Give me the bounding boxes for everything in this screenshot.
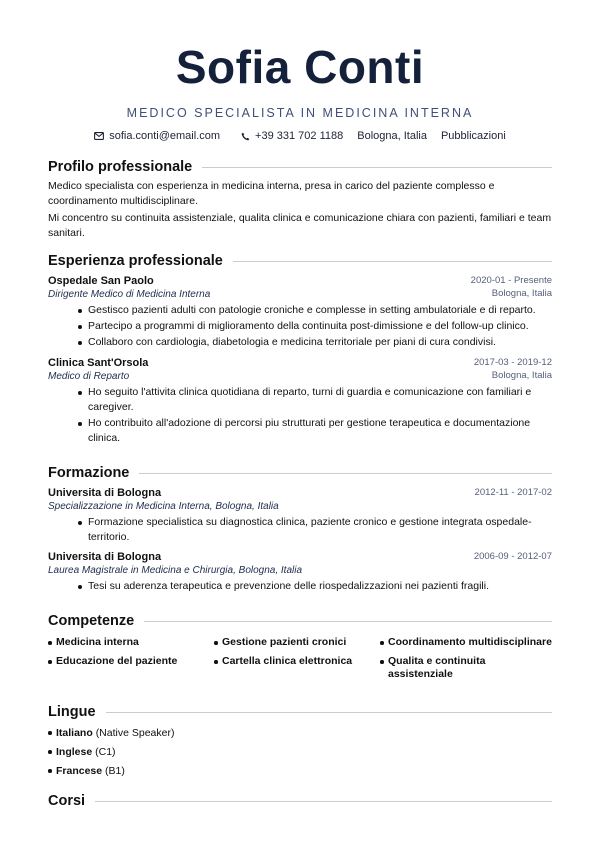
entry-bullets [48,303,552,350]
section-divider [144,621,552,622]
envelope-icon [94,132,104,140]
section-header [48,792,552,810]
contact-phone[interactable] [241,127,343,145]
section-header [48,703,552,721]
courses-section [48,792,552,810]
language-level: (B1) [105,765,125,777]
entry-meta [475,486,552,499]
languages-list [48,726,552,778]
section-title: Competenze [48,613,135,629]
profile-paragraph: Mi concentro su continuita assistenziale, qualita clinica e comunicazione chiara con pazienti, familiari e team sanitari. [48,212,552,239]
education-section [48,464,552,595]
section-title: Corsi [48,793,86,809]
entry-bullets [48,515,552,545]
entry-dates: 2012-11 - 2017-02 [474,487,552,498]
entry-dates: 2017-03 - 2019-12 [473,357,552,368]
entry-meta [474,550,552,563]
bullet-item: Formazione specialistica su diagnostica clinica, paziente cronico e gestione integrata ospedale-territorio. [78,515,552,545]
education-entry [48,486,552,545]
skill-item: Coordinamento multidisciplinare [380,636,552,649]
section-divider [202,167,552,168]
section-divider [106,712,552,713]
entry-meta [471,274,552,300]
contact-location: Bologna, Italia [357,130,427,142]
publications-link[interactable]: Pubblicazioni [440,130,506,142]
language-name: Italiano [56,727,93,739]
entry-organization: Universita di Bologna [48,487,162,499]
section-title: Lingue [48,704,96,720]
entry-organization: Universita di Bologna [48,551,162,563]
skill-item: Medicina interna [48,636,214,649]
candidate-name: Sofia Conti [175,41,425,93]
entry-bullets [48,579,552,594]
bullet-item: Partecipo a programmi di miglioramento della continuita post-dimissione e del follow-up clinico. [78,319,552,334]
education-entry [48,550,552,594]
bullet-item: Ho contribuito all'adozione di percorsi piu strutturati per gestione terapeutica e documentazione clinica. [78,416,552,446]
entry-organization: Clinica Sant'Orsola [48,357,149,369]
section-divider [139,473,552,474]
entry-dates: 2020-01 - Presente [470,275,552,286]
skill-item: Cartella clinica elettronica [214,655,380,681]
bullet-item: Gestisco pazienti adulti con patologie croniche e complesse in setting ambulatoriale e di reparto. [78,303,552,318]
section-title: Esperienza professionale [48,253,223,269]
section-title: Formazione [48,465,130,481]
experience-entry [48,356,552,446]
section-header [48,252,552,270]
entry-role: Dirigente Medico di Medicina Interna [48,289,211,300]
experience-section [48,252,552,447]
entry-bullets [48,385,552,446]
entry-degree: Laurea Magistrale in Medicina e Chirurgia, Bologna, Italia [48,565,303,576]
section-title: Profilo professionale [48,159,193,175]
skills-grid [48,636,552,681]
language-level: (C1) [95,746,116,758]
candidate-title: MEDICO SPECIALISTA IN MEDICINA INTERNA [126,106,474,120]
entry-dates: 2006-09 - 2012-07 [473,551,552,562]
bullet-item: Tesi su aderenza terapeutica e prevenzione delle riospedalizzazioni nei pazienti fragili. [78,579,552,594]
section-header [48,464,552,482]
bullet-item: Ho seguito l'attivita clinica quotidiana di reparto, turni di guardia e comunicazione con familiari e caregiver. [78,385,552,415]
email-text: sofia.conti@email.com [109,130,221,142]
section-header [48,612,552,630]
contact-bar [0,127,600,145]
phone-icon [241,132,250,141]
phone-text: +39 331 702 1188 [255,130,344,142]
entry-degree: Specializzazione in Medicina Interna, Bologna, Italia [48,501,279,512]
skill-item: Qualita e continuita assistenziale [380,655,552,681]
entry-meta [474,356,552,382]
languages-section [48,703,552,783]
skills-section [48,612,552,681]
profile-paragraph: Medico specialista con esperienza in medicina interna, presa in carico del paziente complesso e coordinamento multidisciplinare. [48,180,495,207]
entry-location: Bologna, Italia [491,288,552,299]
experience-entry [48,274,552,350]
entry-location: Bologna, Italia [491,370,552,381]
bullet-item: Collaboro con cardiologia, diabetologia e medicina territoriale per piani di cura condivisi. [78,335,552,350]
language-item [48,764,552,778]
entry-role: Medico di Reparto [48,371,130,382]
section-divider [233,261,552,262]
profile-section [48,158,552,240]
language-level: (Native Speaker) [95,727,175,739]
skill-item: Gestione pazienti cronici [214,636,380,649]
section-header [48,158,552,176]
language-item [48,745,552,759]
skill-item: Educazione del paziente [48,655,214,681]
entry-organization: Ospedale San Paolo [48,275,154,287]
language-name: Inglese [56,746,93,758]
language-name: Francese [56,765,103,777]
contact-email[interactable] [94,127,220,145]
section-divider [95,801,552,802]
language-item [48,726,552,740]
